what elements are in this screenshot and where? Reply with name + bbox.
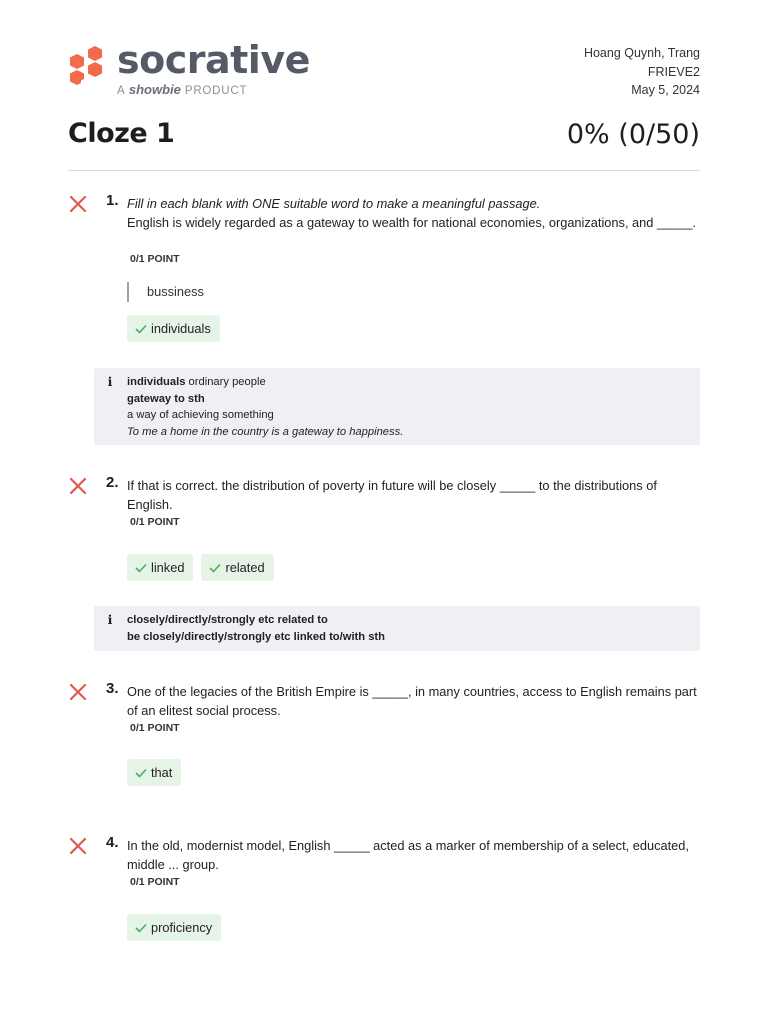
correct-answers xyxy=(127,315,220,342)
correct-answer-text: that xyxy=(151,765,173,780)
question-number: 3. xyxy=(106,680,119,697)
question-text xyxy=(127,682,700,720)
question-points: 0/1 POINT xyxy=(130,516,180,528)
explanation-example: To me a home in the country is a gateway to happiness. xyxy=(127,425,404,438)
correct-answer-text: linked xyxy=(151,560,185,575)
incorrect-x-icon xyxy=(68,682,88,702)
explanation-box xyxy=(94,368,700,445)
explanation-definition: a way of achieving something xyxy=(127,409,274,422)
question-points: 0/1 POINT xyxy=(130,722,180,734)
check-icon xyxy=(135,768,147,778)
explanation-term: gateway to sth xyxy=(127,392,205,405)
socrative-logo xyxy=(68,38,310,98)
question-text xyxy=(127,476,700,514)
tagline-suffix: PRODUCT xyxy=(184,85,248,97)
incorrect-x-icon xyxy=(68,476,88,496)
question-body: In the old, modernist model, English _____ acted as a marker of membership of a select, educated, middle ... group. xyxy=(127,838,689,872)
brand-tagline xyxy=(117,82,247,97)
tagline-prefix: A xyxy=(117,85,125,97)
correct-answer-chip xyxy=(127,554,193,581)
correct-answers xyxy=(127,554,274,581)
report-meta xyxy=(584,44,700,100)
check-icon xyxy=(135,923,147,933)
student-answer: bussiness xyxy=(127,282,204,302)
title-row xyxy=(68,118,700,154)
question-points: 0/1 POINT xyxy=(130,876,180,888)
question-number: 1. xyxy=(106,192,119,209)
check-icon xyxy=(209,563,221,573)
explanation-term: be closely/directly/strongly etc linked to/with sth xyxy=(127,630,385,643)
explanation-term: closely/directly/strongly etc related to xyxy=(127,614,328,626)
correct-answer-chip xyxy=(127,759,181,786)
info-icon: i xyxy=(107,612,113,627)
hexagon-logo-icon xyxy=(68,44,108,96)
question-body: One of the legacies of the British Empire is _____, in many countries, access to English remains part of an elitest social process. xyxy=(127,684,697,718)
explanation-line xyxy=(127,374,690,391)
correct-answer-chip xyxy=(201,554,273,581)
question-2 xyxy=(68,476,700,586)
question-body: English is widely regarded as a gateway to wealth for national economies, organizations, and _____. xyxy=(127,215,697,230)
divider xyxy=(68,170,700,171)
question-1 xyxy=(68,194,700,354)
score-summary: 0% (0/50) xyxy=(566,119,700,150)
question-instruction: Fill in each blank with ONE suitable word to make a meaningful passage. xyxy=(127,196,541,211)
tagline-brand: showbie xyxy=(128,82,181,97)
explanation-box xyxy=(94,606,700,651)
check-icon xyxy=(135,324,147,334)
explanation-term: individuals xyxy=(127,376,186,388)
question-text xyxy=(127,836,700,874)
info-icon: i xyxy=(107,374,113,389)
explanation-definition: ordinary people xyxy=(185,376,266,388)
correct-answer-text: proficiency xyxy=(151,920,213,935)
brand-wordmark: socrative xyxy=(117,38,310,82)
question-number: 4. xyxy=(106,834,119,851)
question-text xyxy=(127,194,700,232)
check-icon xyxy=(135,563,147,573)
incorrect-x-icon xyxy=(68,194,88,214)
question-4 xyxy=(68,836,700,946)
question-points: 0/1 POINT xyxy=(130,253,180,265)
incorrect-x-icon xyxy=(68,836,88,856)
correct-answer-text: related xyxy=(225,560,265,575)
class-name: FRIEVE2 xyxy=(647,64,700,79)
correct-answer-chip xyxy=(127,914,221,941)
question-3 xyxy=(68,682,700,792)
question-body: If that is correct. the distribution of poverty in future will be closely _____ to the distributions of English. xyxy=(127,478,657,512)
page-title: Cloze 1 xyxy=(68,118,175,149)
correct-answer-chip xyxy=(127,315,220,342)
correct-answers xyxy=(127,914,221,941)
question-number: 2. xyxy=(106,474,119,491)
header xyxy=(68,38,700,102)
correct-answers xyxy=(127,759,181,786)
student-name: Hoang Quynh, Trang xyxy=(583,46,700,60)
report-date: May 5, 2024 xyxy=(631,83,700,97)
correct-answer-text: individuals xyxy=(151,321,211,336)
